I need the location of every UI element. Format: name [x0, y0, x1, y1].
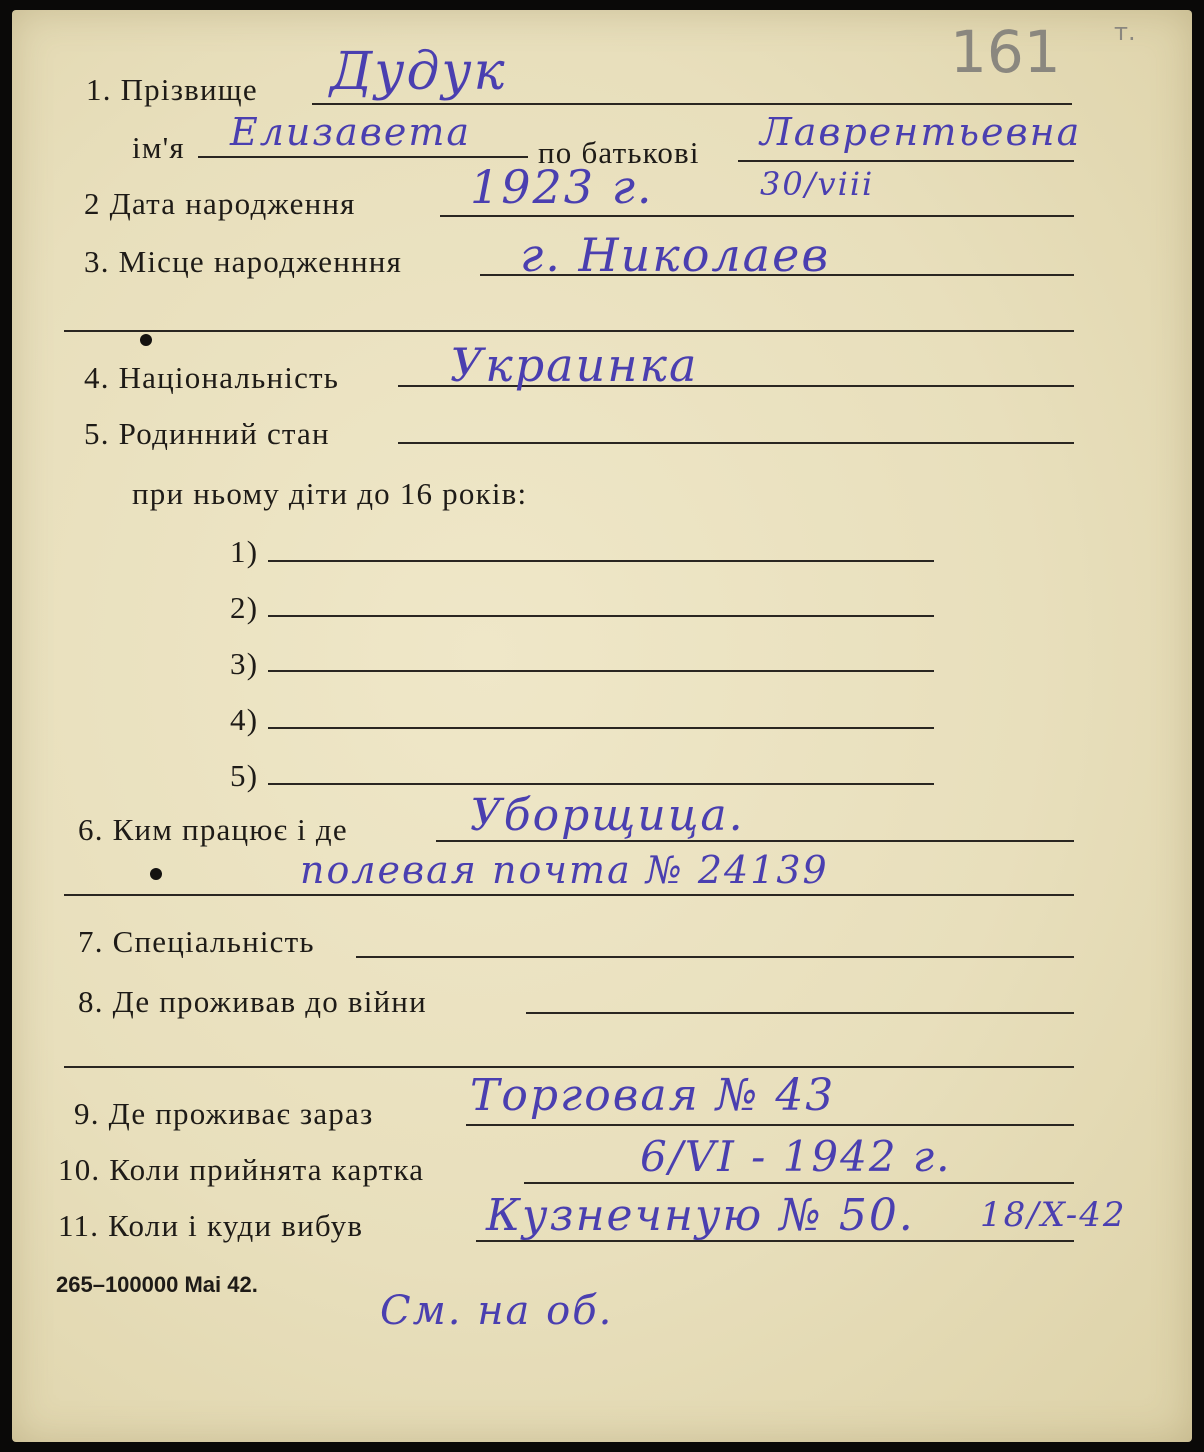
- current-address-value: Торговая № 43: [470, 1070, 836, 1121]
- name-value: Елизавета: [230, 110, 472, 154]
- name-label: ім'я: [132, 130, 185, 165]
- name-line: [198, 156, 528, 158]
- child-5-line: [268, 783, 934, 785]
- archive-number: 161: [950, 18, 1061, 86]
- card-date-value: 6/VI - 1942 г.: [640, 1132, 952, 1181]
- work-value: Уборщица.: [470, 790, 745, 841]
- work-value-2: полевая почта № 24139: [300, 848, 829, 892]
- birth-day-value: 30/viii: [760, 165, 875, 203]
- birth-place-value: г. Николаев: [520, 228, 831, 282]
- work-label: 6. Ким працює і де: [78, 812, 348, 847]
- current-address-line: [466, 1124, 1074, 1126]
- departure-date: 18/X-42: [980, 1195, 1127, 1235]
- punch-hole-top: [140, 334, 152, 346]
- surname-label: 1. Прізвище: [86, 72, 258, 107]
- marital-line: [398, 442, 1074, 444]
- prewar-line-2: [64, 1066, 1074, 1068]
- birth-date-line: [440, 215, 1074, 217]
- child-3-label: 3): [230, 646, 259, 681]
- patronymic-line: [738, 160, 1074, 162]
- child-1-label: 1): [230, 534, 259, 569]
- card-date-label: 10. Коли прийнята картка: [58, 1152, 425, 1187]
- print-code: 265–100000 Mai 42.: [56, 1272, 258, 1297]
- child-2-label: 2): [230, 590, 259, 625]
- birth-date-label: 2 Дата народження: [84, 186, 356, 221]
- child-5-label: 5): [230, 758, 259, 793]
- birth-date-value: 1923 г.: [470, 160, 654, 214]
- work-line-2: [64, 894, 1074, 896]
- surname-value: Дудук: [330, 42, 507, 102]
- current-address-label: 9. Де проживає зараз: [74, 1096, 374, 1131]
- departure-label: 11. Коли і куди вибув: [58, 1208, 364, 1243]
- child-1-line: [268, 560, 934, 562]
- patronymic-label: по батькові: [538, 135, 700, 170]
- child-2-line: [268, 615, 934, 617]
- nationality-value: Украинка: [450, 338, 699, 392]
- punch-hole-bottom: [150, 868, 162, 880]
- card-date-line: [524, 1182, 1074, 1184]
- child-3-line: [268, 670, 934, 672]
- prewar-label: 8. Де проживав до війни: [78, 984, 427, 1019]
- nationality-label: 4. Національність: [84, 360, 340, 395]
- children-label: при ньому діти до 16 років:: [132, 476, 528, 511]
- birth-place-line-2: [64, 330, 1074, 332]
- child-4-line: [268, 727, 934, 729]
- child-4-label: 4): [230, 702, 259, 737]
- patronymic-value: Лаврентьевна: [760, 110, 1082, 154]
- birth-place-label: 3. Місце народженння: [84, 244, 403, 279]
- departure-value: Кузнечную № 50.: [486, 1190, 915, 1241]
- marital-label: 5. Родинний стан: [84, 416, 330, 451]
- reverse-note: См. на об.: [380, 1288, 614, 1334]
- archive-number-suffix: т.: [1114, 18, 1136, 46]
- specialty-label: 7. Спеціальність: [78, 924, 315, 959]
- prewar-line: [526, 1012, 1074, 1014]
- surname-line: [312, 103, 1072, 105]
- specialty-line: [356, 956, 1074, 958]
